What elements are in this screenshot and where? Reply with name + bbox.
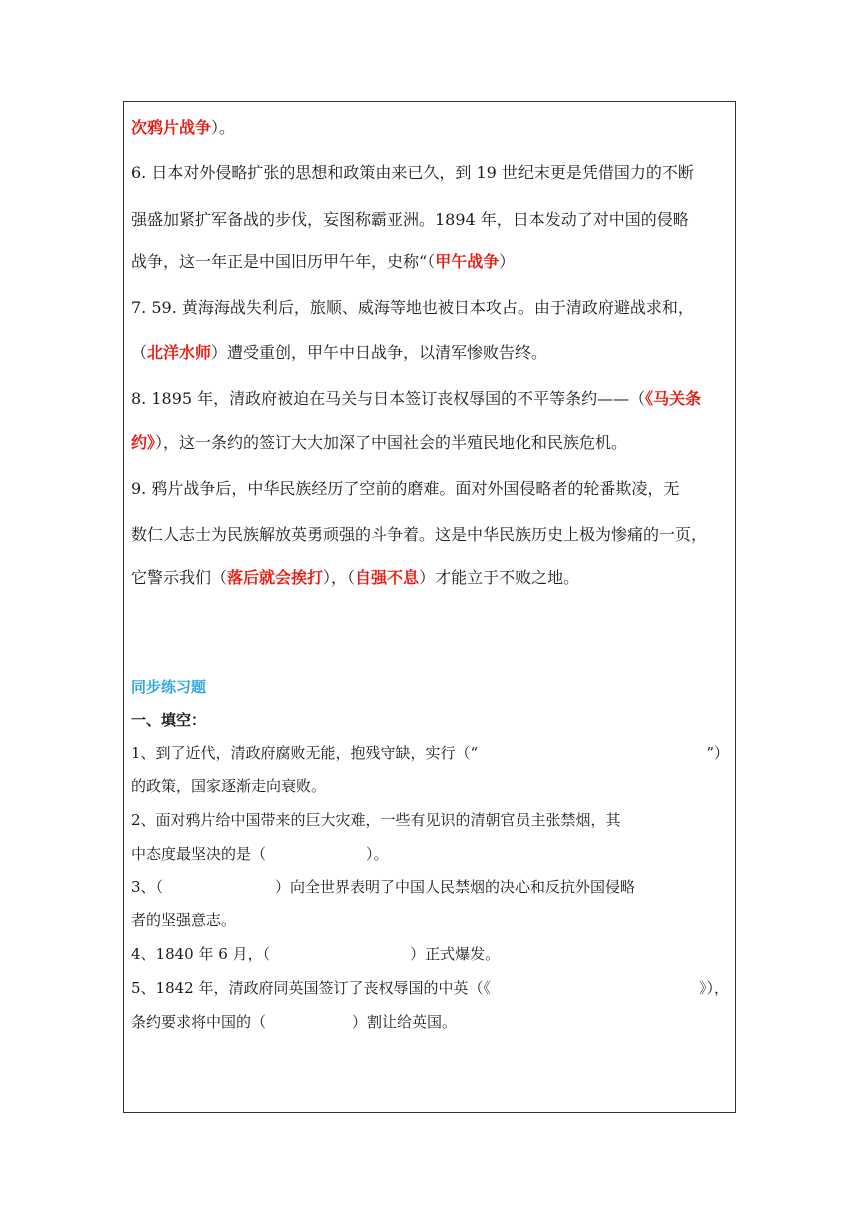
q5-line2: 条约要求将中国的（ ）割让给英国。 xyxy=(131,1013,458,1031)
answer-treaty-part1: 《马关条 xyxy=(645,389,702,408)
item9-line2: 数仁人志士为民族解放英勇顽强的斗争着。这是中华民族历史上极为惨痛的一页， xyxy=(131,525,708,544)
q3-line2: 者的坚强意志。 xyxy=(131,911,237,929)
item7-line1: 7. 59. 黄海海战失利后，旅顺、威海等地也被日本攻占。由于清政府避战求和， xyxy=(131,298,694,317)
q1-line2: 的政策，国家逐渐走向衰败。 xyxy=(131,777,327,795)
item5-continuation: 次鸦片战争）。 xyxy=(131,118,236,137)
item9-line3: 它警示我们（落后就会挨打），（自强不息）才能立于不败之地。 xyxy=(131,568,580,587)
answer-jiawu-war: 甲午战争 xyxy=(435,252,500,271)
q3-line1: 3、（ ）向全世界表明了中国人民禁烟的决心和反抗外国侵略 xyxy=(131,878,636,896)
q1-line1: 1、到了近代，清政府腐败无能，抱残守缺，实行（“ ”） xyxy=(131,744,729,762)
answer-treaty-part2: 约》 xyxy=(131,433,156,452)
answer-opium-war-2: 次鸦片战争 xyxy=(131,118,212,137)
answer-beiyang-fleet: 北洋水师 xyxy=(147,343,212,362)
q2-line2: 中态度最坚决的是（ ）。 xyxy=(131,845,389,863)
item8-line1: 8. 1895 年，清政府被迫在马关与日本签订丧权辱国的不平等条约——（《马关条 xyxy=(131,389,702,408)
section-fill-blank: 一、填空： xyxy=(131,711,207,729)
item9-line1: 9. 鸦片战争后，中华民族经历了空前的磨难。面对外国侵略者的轮番欺凌，无 xyxy=(131,479,680,498)
q4-line: 4、1840 年 6 月，（ ）正式爆发。 xyxy=(131,945,501,963)
item8-line2: 约》），这一条约的签订大大加深了中国社会的半殖民地化和民族危机。 xyxy=(131,433,628,452)
item6-line2: 强盛加紧扩军备战的步伐，妄图称霸亚洲。1894 年，日本发动了对中国的侵略 xyxy=(131,210,689,229)
item6-line3: 战争，这一年正是中国旧历甲午年，史称“（甲午战争） xyxy=(131,252,516,271)
q5-line1: 5、1842 年，清政府同英国签订了丧权辱国的中英（《 》）， xyxy=(131,979,729,997)
exercise-title: 同步练习题 xyxy=(131,678,207,696)
answer-self-strengthening: 自强不息 xyxy=(355,568,420,587)
item7-line2: （北洋水师）遭受重创，甲午中日战争，以清军惨败告终。 xyxy=(131,343,548,362)
item6-line1: 6. 日本对外侵略扩张的思想和政策由来已久，到 19 世纪末更是凭借国力的不断 xyxy=(131,163,694,182)
answer-backward-beaten: 落后就会挨打 xyxy=(227,568,324,587)
q2-line1: 2、面对鸦片给中国带来的巨大灾难，一些有见识的清朝官员主张禁烟，其 xyxy=(131,811,621,829)
